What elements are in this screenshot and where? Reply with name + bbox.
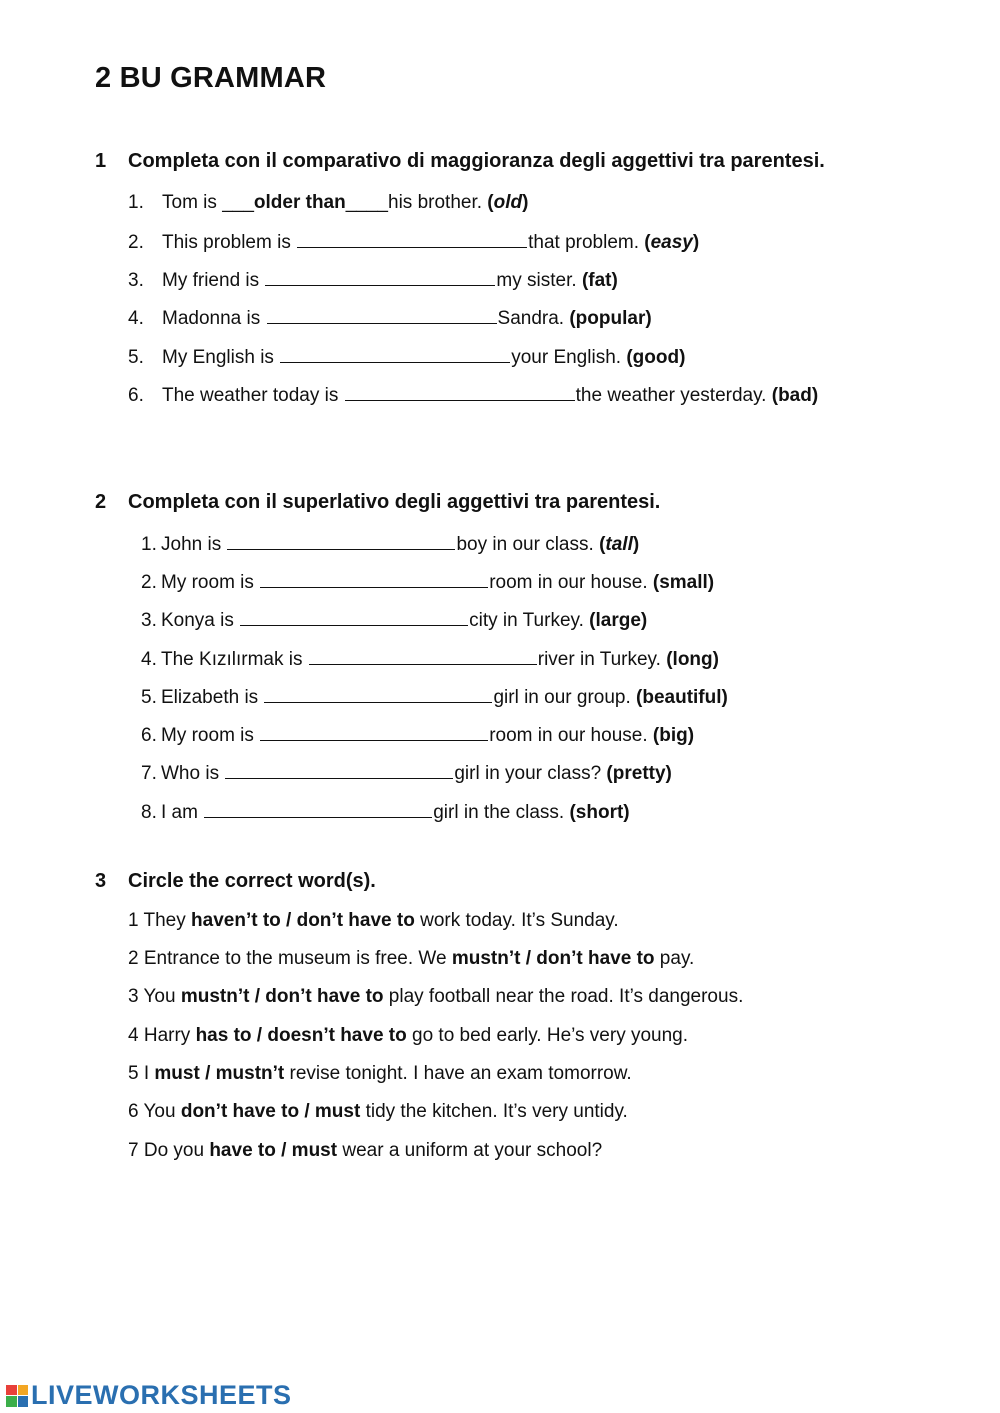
section-number: 3	[95, 870, 107, 892]
word-options[interactable]: mustn’t / don’t have to	[180, 986, 384, 1007]
exercise-item: 5. Elizabeth is girl in our group. (beautiful)	[141, 684, 728, 710]
exercise-item: 3 You mustn’t / don’t have to play football near the road. It’s dangerous.	[128, 986, 744, 1007]
word-options[interactable]: have to / must	[209, 1140, 338, 1161]
liveworksheets-logo	[6, 1380, 292, 1411]
exercise-item: 3. My friend is my sister. (fat)	[128, 267, 618, 293]
section-3-heading	[95, 870, 376, 893]
answer-blank[interactable]	[227, 531, 455, 550]
answer-blank[interactable]	[297, 229, 527, 248]
answer-blank[interactable]	[204, 799, 432, 818]
word-options[interactable]: don’t have to / must	[180, 1101, 361, 1122]
exercise-item: 6. My room is room in our house. (big)	[141, 722, 694, 748]
answer-blank[interactable]	[260, 722, 488, 741]
answer-blank[interactable]	[267, 305, 497, 324]
logo-text: LIVEWORKSHEETS	[31, 1380, 292, 1410]
filled-answer: older than	[253, 192, 346, 213]
word-options[interactable]: has to / doesn’t have to	[195, 1025, 407, 1046]
answer-blank[interactable]	[280, 344, 510, 363]
exercise-item: 6 You don’t have to / must tidy the kitchen. It’s very untidy.	[128, 1101, 628, 1122]
section-2-heading	[95, 491, 660, 514]
answer-blank[interactable]	[309, 646, 537, 665]
exercise-item: 4 Harry has to / doesn’t have to go to bed early. He’s very young.	[128, 1025, 689, 1046]
exercise-item: 1. John is boy in our class. (tall)	[141, 531, 639, 557]
section-number: 1	[95, 150, 107, 172]
exercise-item: 1. Tom is ___older than____his brother. (old)	[128, 192, 529, 213]
exercise-item: 4. Madonna is Sandra. (popular)	[128, 305, 652, 331]
answer-blank[interactable]	[225, 760, 453, 779]
answer-blank[interactable]	[265, 267, 495, 286]
exercise-item: 3. Konya is city in Turkey. (large)	[141, 607, 647, 633]
exercise-item: 7 Do you have to / must wear a uniform at your school?	[128, 1140, 603, 1161]
word-options[interactable]: must / mustn’t	[154, 1063, 285, 1084]
answer-blank[interactable]	[264, 684, 492, 703]
word-options[interactable]: haven’t to / don’t have to	[191, 910, 415, 931]
section-instruction: Circle the correct word(s).	[128, 870, 376, 892]
exercise-item: 8. I am girl in the class. (short)	[141, 799, 630, 825]
answer-blank[interactable]	[345, 382, 575, 401]
exercise-item: 6. The weather today is the weather yesterday. (bad)	[128, 382, 818, 408]
exercise-item: 5. My English is your English. (good)	[128, 344, 685, 370]
exercise-item: 2 Entrance to the museum is free. We mustn’t / don’t have to pay.	[128, 948, 695, 969]
exercise-item: 1 They haven’t to / don’t have to work today. It’s Sunday.	[128, 910, 619, 931]
liveworksheets-logo-icon	[6, 1385, 28, 1407]
exercise-item: 2. My room is room in our house. (small)	[141, 569, 714, 595]
answer-blank[interactable]	[240, 607, 468, 626]
section-instruction: Completa con il comparativo di maggioranza degli aggettivi tra parentesi.	[128, 150, 825, 172]
word-options[interactable]: mustn’t / don’t have to	[451, 948, 655, 969]
answer-blank[interactable]	[260, 569, 488, 588]
section-1-heading	[95, 150, 825, 173]
exercise-item: 7. Who is girl in your class? (pretty)	[141, 760, 672, 786]
exercise-item: 4. The Kızılırmak is river in Turkey. (long)	[141, 646, 719, 672]
section-instruction: Completa con il superlativo degli aggettivi tra parentesi.	[128, 491, 661, 513]
page-title: 2 BU GRAMMAR	[95, 62, 327, 94]
exercise-item: 5 I must / mustn’t revise tonight. I have an exam tomorrow.	[128, 1063, 632, 1084]
section-number: 2	[95, 491, 107, 513]
exercise-item: 2. This problem is that problem. (easy)	[128, 229, 699, 255]
